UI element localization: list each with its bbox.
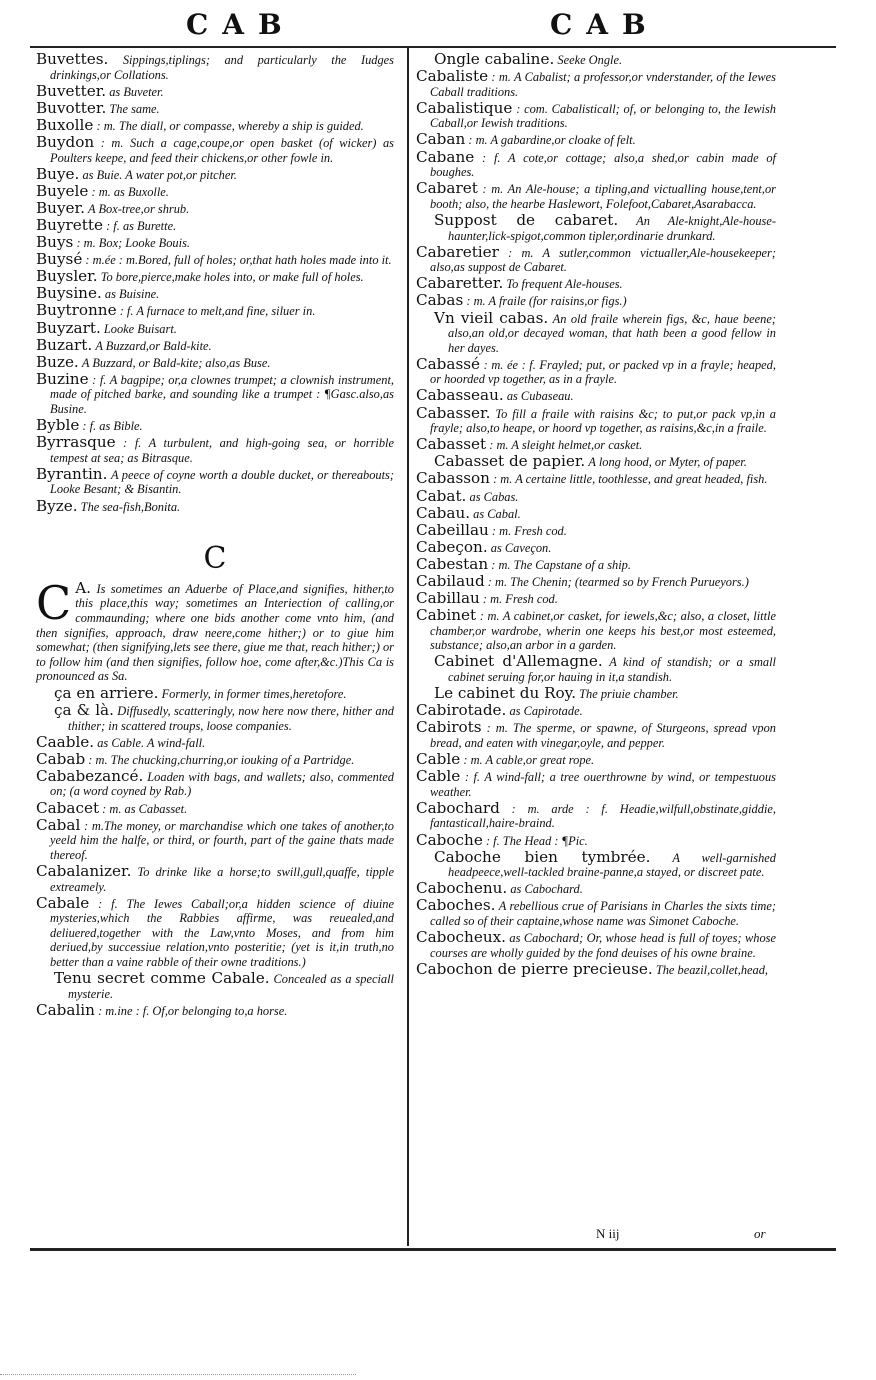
definition: Looke Buisart.	[103, 321, 177, 336]
definition: To frequent Ale-houses.	[506, 277, 623, 292]
right-column	[416, 52, 776, 979]
definition: : m. An Ale-house; a tipling,and victualling house,tent,or booth; also, the hearbe Haslewort, Folefoot,Cabaret,Asarabacca.	[430, 182, 776, 211]
dictionary-entry	[36, 1000, 394, 1019]
definition: A Box-tree,or shrub.	[88, 201, 190, 216]
dictionary-entry	[416, 403, 776, 436]
definition: Formerly, in former times,heretofore.	[161, 686, 347, 701]
definition: : m. A sutler,common victualler,Ale-housekeeper; also,as suppost de Cabaret.	[430, 245, 776, 275]
dictionary-entry	[416, 293, 776, 309]
dictionary-entry	[36, 798, 394, 817]
definition: : m. as Cabasset.	[102, 801, 188, 816]
dictionary-entry	[36, 815, 394, 863]
headword: Cabocheux.	[416, 928, 506, 947]
dictionary-entry	[416, 147, 776, 180]
headword: Caban	[416, 130, 466, 149]
headword: Cabinet d'Allemagne.	[434, 652, 603, 671]
definition: To fill a fraile with raisins &c; to put,or pack vp,in a frayle; also,to heape, or hoord vp together, as raisins,&c,in a fraile.	[430, 406, 776, 436]
headword: Buvettes.	[36, 50, 109, 68]
headword: Cabirots	[416, 718, 482, 737]
dictionary-entry	[36, 971, 394, 1001]
dictionary-entry	[36, 164, 394, 183]
dictionary-entry	[416, 520, 776, 539]
dictionary-entry	[36, 269, 394, 285]
dictionary-entry	[416, 210, 776, 243]
headword: Cabeçon.	[416, 537, 488, 556]
definition: A well-garnished headpeece,well-tackled braine-panne,a stayed, or discreet pate.	[448, 850, 776, 880]
dictionary-entry	[416, 930, 776, 960]
definition: as Cubaseau.	[506, 389, 574, 404]
dictionary-entry	[36, 115, 394, 134]
dictionary-entry	[416, 69, 776, 99]
definition: : m. Such a cage,coupe,or open basket (of wicker) as Poulters keepe, and feed their chickens,or other fowle in.	[50, 135, 394, 165]
scan-artifact-line	[0, 1374, 356, 1376]
definition: as Buveter.	[109, 84, 164, 99]
headword: ça & là.	[54, 700, 114, 719]
dictionary-entry	[416, 537, 776, 556]
definition: as Cable. A wind-fall.	[97, 735, 206, 750]
dictionary-entry	[36, 683, 394, 702]
headword: Buye.	[36, 164, 80, 183]
dictionary-entry	[416, 654, 776, 684]
dictionary-entry	[36, 81, 394, 100]
dictionary-entry	[416, 881, 776, 897]
column-divider	[407, 48, 409, 1246]
definition: : f. as Bible.	[82, 419, 143, 434]
definition: Seeke Ongle.	[557, 53, 623, 67]
definition: as Cabochard.	[510, 882, 583, 897]
definition: : m.The money, or marchandise which one takes of another,to yeeld him the halfe, or third, or fourth, part of the gaine thats made thereof.	[50, 818, 394, 862]
dictionary-entry	[416, 132, 776, 148]
running-header-right: CAB	[550, 8, 660, 41]
right-entries	[416, 52, 776, 977]
left-column	[36, 52, 394, 1020]
definition: : f. as Burette.	[106, 218, 177, 233]
headword: Buysé	[36, 250, 83, 269]
dictionary-entry	[416, 898, 776, 928]
definition: : m. as Buxolle.	[91, 184, 169, 199]
definition: as Capirotade.	[509, 704, 583, 719]
dictionary-entry	[416, 959, 776, 978]
headword: Cabasson	[416, 469, 490, 488]
dictionary-entry	[416, 830, 776, 849]
headword: Tenu secret comme Cabale.	[54, 969, 270, 988]
headword: Cabaretier	[416, 242, 499, 261]
dictionary-entry	[416, 471, 776, 487]
definition: A rebellious crue of Parisians in Charles the sixts time; called so of their captaine,whose name was Simonet Caboche.	[430, 899, 776, 928]
definition: Concealed as a speciall mysterie.	[68, 972, 394, 1001]
dictionary-entry	[416, 769, 776, 799]
definition: : m. ée : f. Frayled; put, or packed vp in a frayle; heaped, or hoorded vp together, as in a frayle.	[430, 357, 776, 387]
dictionary-entry	[36, 303, 394, 319]
headword: Byrrasque	[36, 433, 116, 452]
dictionary-entry	[36, 181, 394, 200]
dictionary-entry	[416, 308, 776, 356]
definition: : f. A wind-fall; a tree ouerthrowne by wind, or tempestuous weather.	[430, 770, 776, 799]
definition: : f. A cote,or cottage; also,a shed,or cabin made of boughes.	[430, 150, 776, 180]
headword: Cabeillau	[416, 520, 489, 539]
headword: Buytronne	[36, 301, 117, 320]
definition: A Buzzard,or Bald-kite.	[95, 338, 212, 353]
definition: The beazil,collet,head,	[655, 962, 769, 977]
signature-mark: N iij	[596, 1226, 620, 1241]
dictionary-entry	[416, 388, 776, 404]
definition: To bore,pierce,make holes into, or make full of holes.	[100, 270, 364, 285]
headword: Buysine.	[36, 284, 102, 303]
definition: : m. arde : f. Headie,wilfull,obstinate,giddie, fantasticall,haire-braind.	[430, 801, 776, 831]
headword: Cabaret	[416, 179, 478, 198]
dictionary-entry	[36, 700, 394, 733]
running-header-left: CAB	[186, 8, 296, 41]
dictionary-entry	[36, 335, 394, 354]
dictionary-entry	[36, 132, 394, 165]
headword: Cabalanizer.	[36, 861, 132, 880]
headword: Buydon	[36, 132, 95, 151]
dictionary-entry	[36, 98, 394, 117]
headword: Cabane	[416, 147, 475, 166]
definition: : m. Fresh cod.	[491, 523, 567, 538]
definition: as Buisine.	[104, 287, 160, 302]
headword: Buzine	[36, 369, 89, 388]
dictionary-entry	[416, 98, 776, 131]
dictionary-entry	[416, 752, 776, 768]
dictionary-entry	[416, 437, 776, 453]
definition: : f. A furnace to melt,and fine, siluer in.	[119, 304, 316, 319]
definition: as Caveçon.	[490, 540, 552, 555]
headword: Byble	[36, 416, 80, 435]
dictionary-entry	[416, 686, 776, 702]
definition: : m. Box; Looke Bouis.	[76, 236, 190, 251]
headword: Caboches.	[416, 896, 496, 915]
definition: : com. Cabalisticall; of, or belonging to, the Iewish Caball,or Iewish traditions.	[430, 101, 776, 131]
headword: Cabinet	[416, 606, 477, 625]
dictionary-entry	[416, 503, 776, 522]
headword: Buvotter.	[36, 98, 107, 117]
definition: : m. The diall, or compasse, whereby a ship is guided.	[96, 118, 364, 133]
headword: Cababezancé.	[36, 766, 144, 785]
headword: Cabestan	[416, 554, 489, 573]
dictionary-entry	[36, 215, 394, 234]
dictionary-entry	[36, 198, 394, 217]
headword: Cabasset de papier.	[434, 452, 586, 471]
dictionary-entry	[36, 861, 394, 894]
headword: Suppost de cabaret.	[434, 210, 619, 229]
headword: Cabilaud	[416, 572, 485, 590]
dictionary-entry	[416, 703, 776, 719]
dictionary-entry	[36, 318, 394, 337]
dictionary-entry	[416, 276, 776, 292]
definition: A peece of coyne worth a double ducket, or thereabouts; Looke Besant; & Bisantin.	[50, 467, 394, 497]
headword: Cabau.	[416, 503, 471, 522]
dictionary-entry	[416, 454, 776, 470]
dictionary-entry	[416, 847, 776, 880]
definition: : m. The Capstane of a ship.	[491, 557, 631, 572]
headword: Cabal	[36, 815, 81, 834]
dictionary-entry	[36, 235, 394, 251]
definition: : m. A gabardine,or cloake of felt.	[468, 133, 636, 148]
dictionary-entry	[416, 354, 776, 387]
definition: : m. The chucking,churring,or iouking of a Partridge.	[88, 752, 355, 767]
left-entries-c	[36, 683, 394, 1019]
definition: : f. A bagpipe; or,a clownes trumpet; a clownish instrument, made of pitched barke, and sounding like a trumpet : ¶Gasc.also,as Busine.	[50, 372, 394, 416]
drop-capital: C	[36, 575, 72, 630]
definition: To drinke like a horse;to swill,gull,quaffe, tipple extreamely.	[50, 864, 394, 894]
headword: Cabillau	[416, 589, 480, 608]
dictionary-entry	[416, 242, 776, 275]
definition: : m. A sleight helmet,or casket.	[489, 438, 643, 453]
headword: Byrantin.	[36, 464, 108, 483]
headword: Cable	[416, 750, 461, 769]
headword: ça en arriere.	[54, 683, 159, 702]
definition: as Cabal.	[473, 506, 521, 521]
headword: Caable.	[36, 732, 95, 751]
dictionary-entry	[36, 418, 394, 434]
dictionary-entry	[416, 720, 776, 750]
headword: Buxolle	[36, 115, 94, 134]
headword: Cabalin	[36, 1000, 95, 1019]
definition: : f. A turbulent, and high-going sea, or horrible tempest at sea; as Bitrasque.	[50, 436, 394, 465]
headword: Cabaliste	[416, 67, 489, 86]
headword: Buyer.	[36, 198, 85, 217]
left-entries-b	[36, 52, 394, 514]
headword: Vn vieil cabas.	[434, 308, 549, 327]
headword: Cabasset	[416, 435, 487, 454]
definition: as Cabas.	[469, 489, 519, 504]
definition: : m. The Chenin; (tearmed so by French Purueyors.)	[487, 575, 749, 589]
definition: : m.ine : f. Of,or belonging to,a horse.	[98, 1003, 288, 1018]
dictionary-entry	[36, 496, 394, 515]
headword: Cabochenu.	[416, 879, 508, 898]
dictionary-entry	[36, 893, 394, 970]
headword: Buyele	[36, 181, 89, 200]
definition: A Buzzard, or Bald-kite; also,as Buse.	[81, 355, 271, 370]
headword: Cabaretter.	[416, 274, 504, 293]
definition: : m. A Cabalist; a professor,or vnderstander, of the Iewes Caball traditions.	[430, 70, 776, 99]
headword: Caboche bien tymbrée.	[434, 847, 651, 866]
dictionary-entry	[416, 608, 776, 653]
headword: Buyrette	[36, 215, 103, 234]
dictionary-entry	[416, 52, 776, 68]
definition: as Buie. A water pot,or pitcher.	[82, 167, 237, 182]
headword: Cabale	[36, 893, 90, 912]
headword: Cabab	[36, 749, 86, 768]
headword: Buyzart.	[36, 318, 101, 337]
definition: An old fraile wherein figs, &c, haue beene; also,an old,or decayed woman, that hath been a good fellow in her dayes.	[448, 311, 776, 355]
definition: An Ale-knight,Ale-house-haunter,lick-spigot,common tipler,ordinarie drunkard.	[448, 213, 776, 243]
headword: Buysler.	[36, 267, 98, 286]
definition: Is sometimes an Aduerbe of Place,and signifies, hither,to this place,this way; sometimes an Interiection of calling,or commaunding; where one bids another come vnto him, (and then signifies, approach, draw neere,come hither;) or to giue him somewhat; (then signifying,lets see there, giue me that, reach hither;) or to follow him (and then signifies, follow hoe, come after,&c.)This Ca is pronounced as Sa.	[36, 581, 395, 684]
c-intro-entry	[36, 575, 395, 684]
dictionary-entry	[36, 252, 394, 268]
definition: as Cabochard; Or, whose head is full of toyes; whose courses are wholly guided by the fond deuises of his owne braine.	[430, 931, 776, 960]
headword: Cabat.	[416, 486, 467, 505]
definition: : m.ée : m.Bored, full of holes; or,that hath holes made into it.	[85, 253, 392, 268]
headword: Cabochon de pierre precieuse.	[416, 959, 653, 978]
dictionary-entry	[36, 749, 394, 768]
dictionary-entry	[416, 554, 776, 573]
headword: Buys	[36, 233, 74, 252]
definition: A long hood, or Myter, of paper.	[588, 455, 747, 470]
definition: Diffusedly, scatteringly, now here now there, hither and thither; in scattered troups, loose companies.	[68, 703, 394, 733]
headword: Buvetter.	[36, 81, 107, 100]
dictionary-entry	[36, 732, 394, 751]
definition: The sea-fish,Bonita.	[80, 499, 181, 514]
dictionary-entry	[36, 369, 394, 417]
dictionary-entry	[36, 766, 394, 799]
headword: Cabochard	[416, 798, 500, 817]
dictionary-entry	[36, 52, 394, 82]
definition: Loaden with bags, and wallets; also, commented on; (a word coyned by Rab.)	[50, 769, 394, 799]
dictionary-entry	[416, 798, 776, 831]
dictionary-entry	[416, 574, 776, 590]
dictionary-entry	[416, 591, 776, 607]
headword: Cabas	[416, 291, 464, 310]
headword: Le cabinet du Roy.	[434, 684, 577, 703]
headword: Buze.	[36, 352, 79, 371]
headword: A.	[75, 578, 91, 597]
definition: The same.	[109, 101, 160, 116]
headword: Cabacet	[36, 798, 100, 817]
definition: : m. The sperme, or spawne, of Sturgeons, spread vpon bread, and eaten with vinegar,oyle, and pepper.	[430, 721, 776, 750]
headword: Cabassé	[416, 354, 481, 373]
dictionary-entry	[416, 181, 776, 211]
definition: : m. A cabinet,or casket, for iewels,&c; also, a closet, little chamber,or wardrobe, wherin one keeps his best,or most esteemed, substance; also,an arbor in a garden.	[430, 609, 776, 653]
section-letter: C	[203, 541, 227, 577]
headword: Cabasser.	[416, 403, 491, 422]
dictionary-entry	[416, 486, 776, 505]
headword: Cabalistique	[416, 98, 513, 117]
dictionary-entry	[36, 435, 394, 465]
definition: : f. The Iewes Caball;or,a hidden science of diuine mysteries,which the Rabbies affirme, was reuealed,and deliuered,together with the Law,vnto Moses, and from him deriued,by successiue relation,vnto posteritie; (yet is it,in truth,no better than a vaine rabble of their owne traditions.)	[50, 896, 394, 969]
definition: : m. A fraile (for raisins,or figs.)	[466, 294, 627, 309]
catchword: or	[754, 1226, 766, 1241]
headword: Byze.	[36, 496, 78, 515]
definition: : m. Fresh cod.	[482, 592, 558, 607]
headword: Cabirotade.	[416, 701, 507, 720]
headword: Buzart.	[36, 335, 93, 354]
definition: A kind of standish; or a small cabinet seruing for,or hauing in it,a standish.	[448, 655, 776, 685]
headword: Cable	[416, 767, 461, 786]
dictionary-entry	[36, 464, 394, 497]
headword: Cabasseau.	[416, 386, 504, 405]
definition: : m. A cable,or great rope.	[463, 753, 595, 768]
definition: : m. A certaine little, toothlesse, and great headed, fish.	[493, 472, 768, 487]
definition: The priuie chamber.	[579, 687, 679, 702]
definition: Sippings,tiplings; and particularly the Iudges drinkings,or Collations.	[50, 53, 394, 82]
headword: Ongle cabaline.	[434, 50, 555, 68]
dictionary-entry	[36, 352, 394, 371]
dictionary-entry	[36, 286, 394, 302]
headword: Caboche	[416, 830, 483, 849]
definition: : f. The Head : ¶Pic.	[485, 833, 588, 848]
